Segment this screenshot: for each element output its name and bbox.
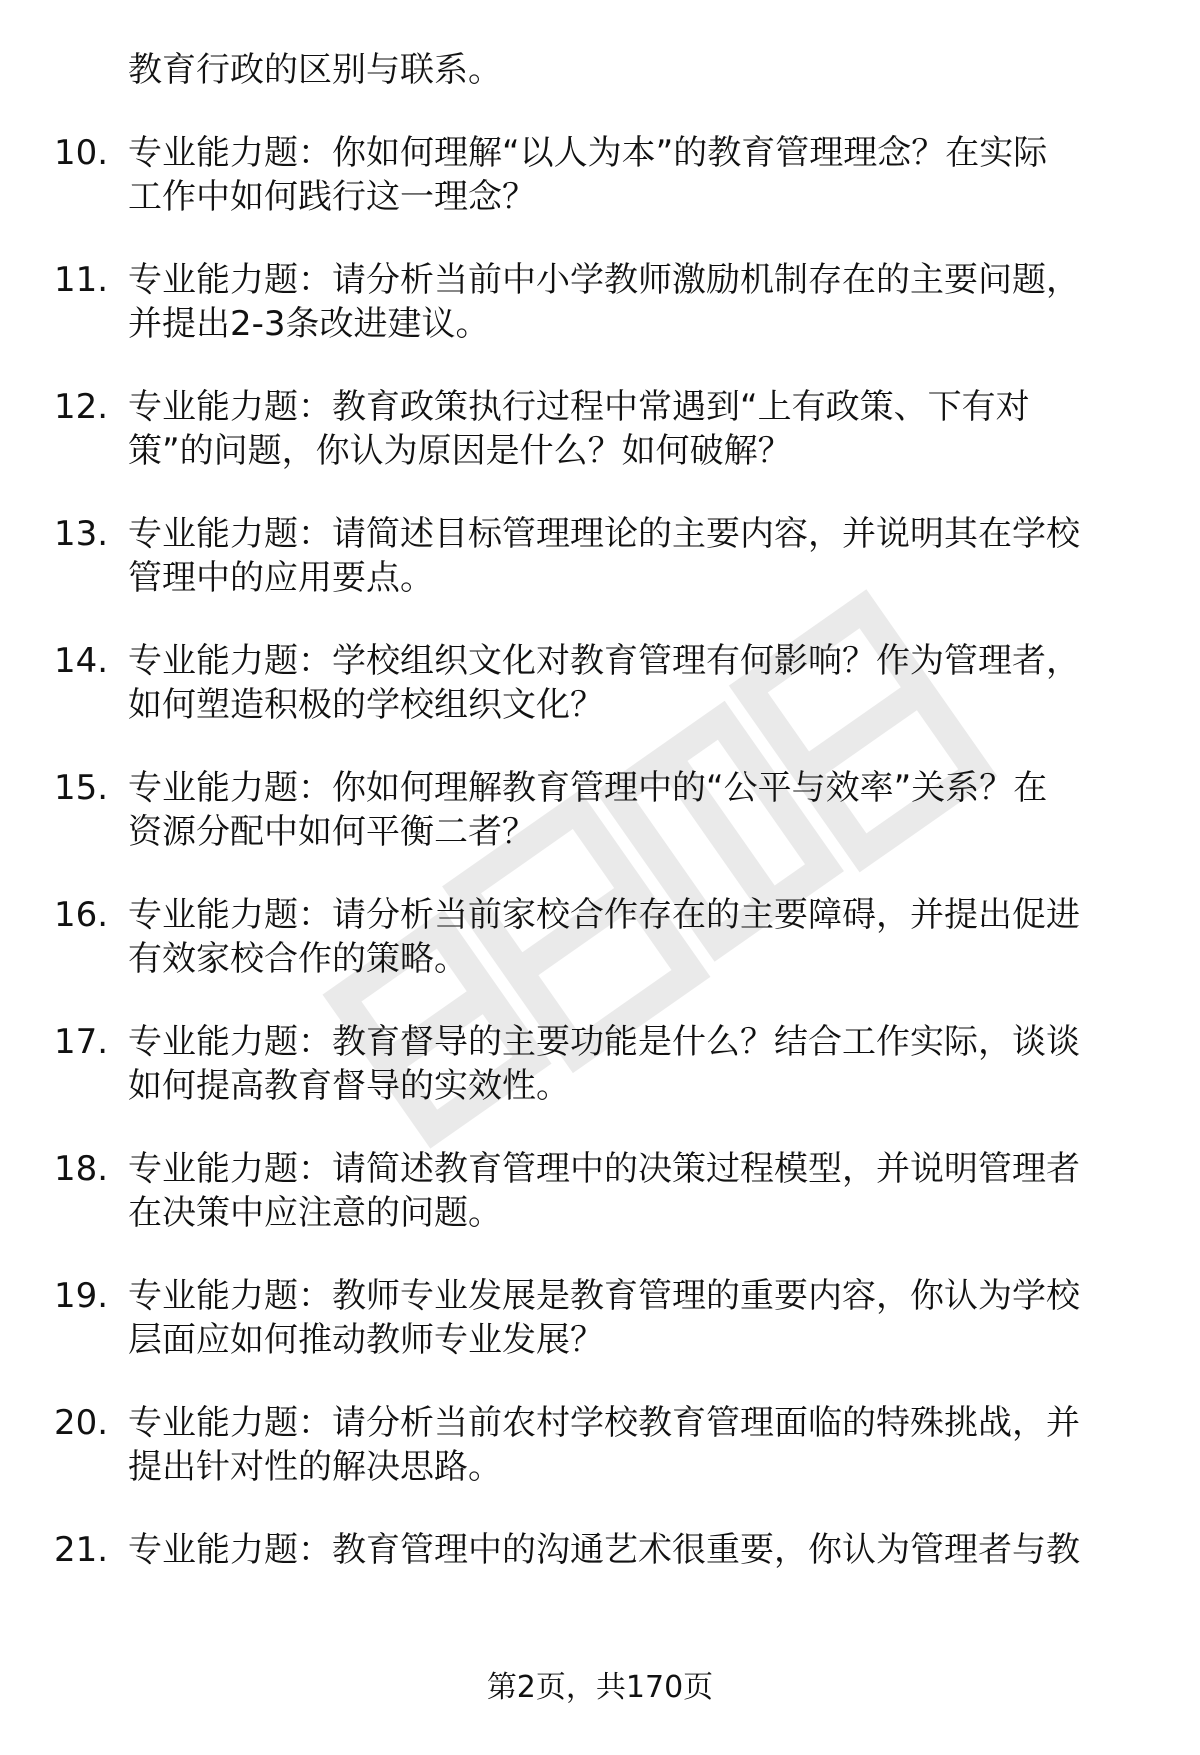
item-number: 14. [54, 641, 109, 681]
list-item [0, 385, 1200, 473]
item-number: 21. [54, 1530, 109, 1570]
list-item [0, 766, 1200, 854]
list-item [0, 1020, 1200, 1108]
list-item [0, 1274, 1200, 1362]
item-text: 专业能力题：学校组织文化对教育管理有何影响？作为管理者， 如何塑造积极的学校组织文化？ [128, 641, 1080, 725]
item-number: 16. [54, 895, 109, 935]
item-text: 专业能力题：你如何理解“以人为本”的教育管理理念？在实际 工作中如何践行这一理念？ [128, 133, 1048, 217]
item-text: 专业能力题：教育管理中的沟通艺术很重要，你认为管理者与教 [128, 1530, 1080, 1570]
question-list [0, 48, 1200, 1611]
item-text: 专业能力题：请分析当前中小学教师激励机制存在的主要问题， 并提出2-3条改进建议。 [128, 260, 1080, 344]
item-text: 专业能力题：请简述目标管理理论的主要内容，并说明其在学校 管理中的应用要点。 [128, 514, 1080, 598]
item-number: 17. [54, 1022, 109, 1062]
continuation-text: 教育行政的区别与联系。 [128, 50, 502, 90]
list-item [0, 639, 1200, 727]
list-item [0, 131, 1200, 219]
list-item [0, 1147, 1200, 1235]
item-text: 专业能力题：教师专业发展是教育管理的重要内容，你认为学校 层面应如何推动教师专业发展？ [128, 1276, 1080, 1360]
item-number: 15. [54, 768, 109, 808]
item-number: 20. [54, 1403, 109, 1443]
item-number: 10. [54, 133, 109, 173]
item-text: 专业能力题：教育政策执行过程中常遇到“上有政策、下有对 策”的问题，你认为原因是什么？如何破解？ [128, 387, 1030, 471]
item-text: 专业能力题：教育督导的主要功能是什么？结合工作实际，谈谈 如何提高教育督导的实效性。 [128, 1022, 1080, 1106]
list-item [0, 893, 1200, 981]
item-number: 19. [54, 1276, 109, 1316]
item-number: 18. [54, 1149, 109, 1189]
item-number: 13. [54, 514, 109, 554]
item-text: 专业能力题：请分析当前农村学校教育管理面临的特殊挑战，并 提出针对性的解决思路。 [128, 1403, 1080, 1487]
list-item [0, 1528, 1200, 1572]
page-footer: 第2页，共170页 [486, 1670, 714, 1705]
item-text: 专业能力题：请分析当前家校合作存在的主要障碍，并提出促进 有效家校合作的策略。 [128, 895, 1080, 979]
item-text: 专业能力题：请简述教育管理中的决策过程模型，并说明管理者 在决策中应注意的问题。 [128, 1149, 1080, 1233]
item-text: 专业能力题：你如何理解教育管理中的“公平与效率”关系？在 资源分配中如何平衡二者？ [128, 768, 1048, 852]
list-item [0, 512, 1200, 600]
item-number: 12. [54, 387, 109, 427]
list-item [0, 1401, 1200, 1489]
item-number: 11. [54, 260, 109, 300]
list-item [0, 258, 1200, 346]
